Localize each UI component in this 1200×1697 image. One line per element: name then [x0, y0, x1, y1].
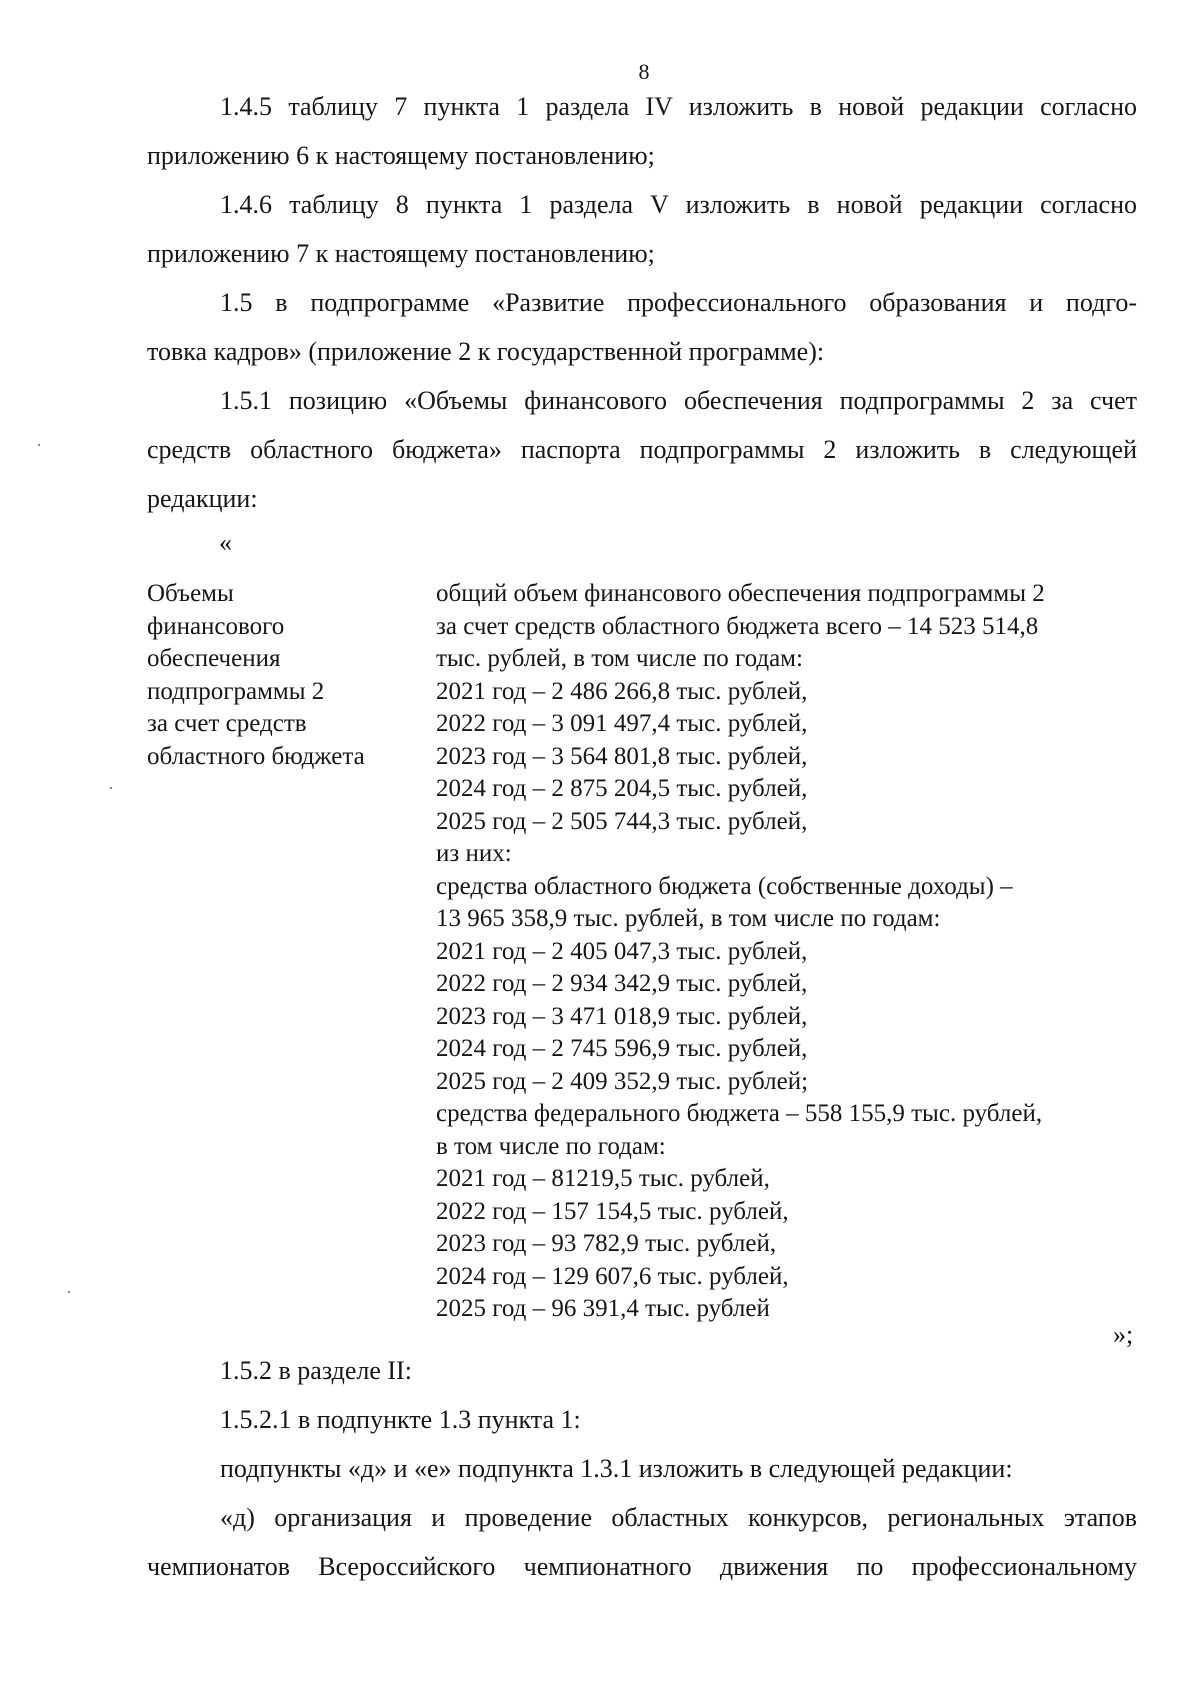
- passport-content-line: 2022 год – 2 934 342,9 тыс. рублей,: [436, 970, 808, 997]
- paragraph-line: подпункты «д» и «е» подпункта 1.3.1 изложить в следующей редакции:: [220, 1454, 1013, 1483]
- paragraph-subpoint-d: [147, 1493, 1137, 1591]
- paragraph-1-4-6: [147, 180, 1137, 278]
- paragraph-line: 1.4.6 таблицу 8 пункта 1 раздела V изложить в новой редакции согласно: [220, 190, 1137, 219]
- paragraph-1-5-2: [147, 1346, 1137, 1395]
- passport-content-line: из них:: [436, 840, 512, 867]
- paragraph-line: товка кадров» (приложение 2 к государственной программе):: [147, 337, 825, 366]
- paragraph-line: средств областного бюджета» паспорта подпрограммы 2 изложить в следующей: [147, 435, 1137, 464]
- passport-content-line: 2024 год – 129 607,6 тыс. рублей,: [436, 1262, 789, 1290]
- paragraph-line: 1.5.1 позицию «Объемы финансового обеспечения подпрограммы 2 за счет: [220, 386, 1137, 415]
- paragraph-line: приложению 6 к настоящему постановлению;: [147, 141, 655, 170]
- passport-content-line: 2024 год – 2 745 596,9 тыс. рублей,: [436, 1035, 808, 1062]
- paragraph-line: редакции:: [147, 484, 258, 513]
- passport-content-line: в том числе по годам:: [436, 1132, 666, 1160]
- passport-content-line: 2023 год – 3 564 801,8 тыс. рублей,: [436, 742, 808, 770]
- passport-label: [147, 578, 417, 773]
- paragraph-line: приложению 7 к настоящему постановлению;: [147, 239, 655, 268]
- passport-content-line: 13 965 358,9 тыс. рублей, в том числе по годам:: [436, 905, 941, 932]
- passport-content-line: общий объем финансового обеспечения подпрограммы 2: [436, 580, 1045, 607]
- passport-label-line: подпрограммы 2: [147, 677, 325, 705]
- passport-content-line: средства областного бюджета (собственные доходы) –: [436, 872, 1013, 900]
- paragraph-line: 1.4.5 таблицу 7 пункта 1 раздела IV изложить в новой редакции согласно: [220, 92, 1137, 121]
- paragraph-line: 1.5.2 в разделе II:: [220, 1356, 412, 1385]
- page-number: 8: [638, 59, 650, 84]
- paragraph-1-5-2-1: [147, 1395, 1137, 1444]
- passport-content-line: 2022 год – 157 154,5 тыс. рублей,: [436, 1197, 789, 1225]
- scan-artifact: [110, 787, 112, 789]
- passport-label-line: за счет средств: [147, 710, 307, 737]
- paragraph-line: 1.5 в подпрограмме «Развитие профессионального образования и подго-: [220, 288, 1137, 317]
- passport-content-line: 2024 год – 2 875 204,5 тыс. рублей,: [436, 775, 808, 802]
- passport-content-line: 2023 год – 3 471 018,9 тыс. рублей,: [436, 1002, 808, 1030]
- paragraph-1-5: [147, 278, 1137, 376]
- passport-content-line: 2025 год – 2 409 352,9 тыс. рублей;: [436, 1067, 809, 1095]
- paragraph-line: чемпионатов Всероссийского чемпионатного движения по профессиональному: [147, 1552, 1137, 1581]
- closing-quote: »;: [1113, 1320, 1134, 1349]
- passport-label-line: финансового: [147, 612, 285, 640]
- passport-content-line: 2022 год – 3 091 497,4 тыс. рублей,: [436, 710, 808, 737]
- scan-artifact: [68, 1291, 70, 1293]
- passport-content: [436, 578, 1156, 1326]
- paragraph-subpoints: [147, 1444, 1137, 1493]
- paragraph-1-5-1: [147, 376, 1137, 523]
- passport-content-line: тыс. рублей, в том числе по годам:: [436, 645, 803, 672]
- passport-label-line: Объемы: [147, 580, 234, 607]
- passport-content-line: 2021 год – 2 486 266,8 тыс. рублей,: [436, 677, 808, 705]
- passport-content-line: 2025 год – 2 505 744,3 тыс. рублей,: [436, 807, 808, 835]
- opening-quote: «: [219, 528, 232, 557]
- paragraph-line: 1.5.2.1 в подпункте 1.3 пункта 1:: [220, 1405, 581, 1434]
- passport-content-line: за счет средств областного бюджета всего – 14 523 514,8: [436, 612, 1039, 640]
- passport-content-line: 2023 год – 93 782,9 тыс. рублей,: [436, 1230, 777, 1257]
- passport-content-line: 2025 год – 96 391,4 тыс. рублей: [436, 1295, 770, 1322]
- paragraph-line: «д) организация и проведение областных конкурсов, региональных этапов: [220, 1503, 1137, 1532]
- passport-content-line: средства федерального бюджета – 558 155,9 тыс. рублей,: [436, 1100, 1043, 1127]
- paragraph-1-4-5: [147, 82, 1137, 180]
- passport-content-line: 2021 год – 2 405 047,3 тыс. рублей,: [436, 937, 808, 965]
- scan-artifact: [38, 444, 40, 446]
- passport-content-line: 2021 год – 81219,5 тыс. рублей,: [436, 1165, 770, 1192]
- passport-label-line: обеспечения: [147, 645, 281, 672]
- passport-label-line: областного бюджета: [147, 742, 365, 770]
